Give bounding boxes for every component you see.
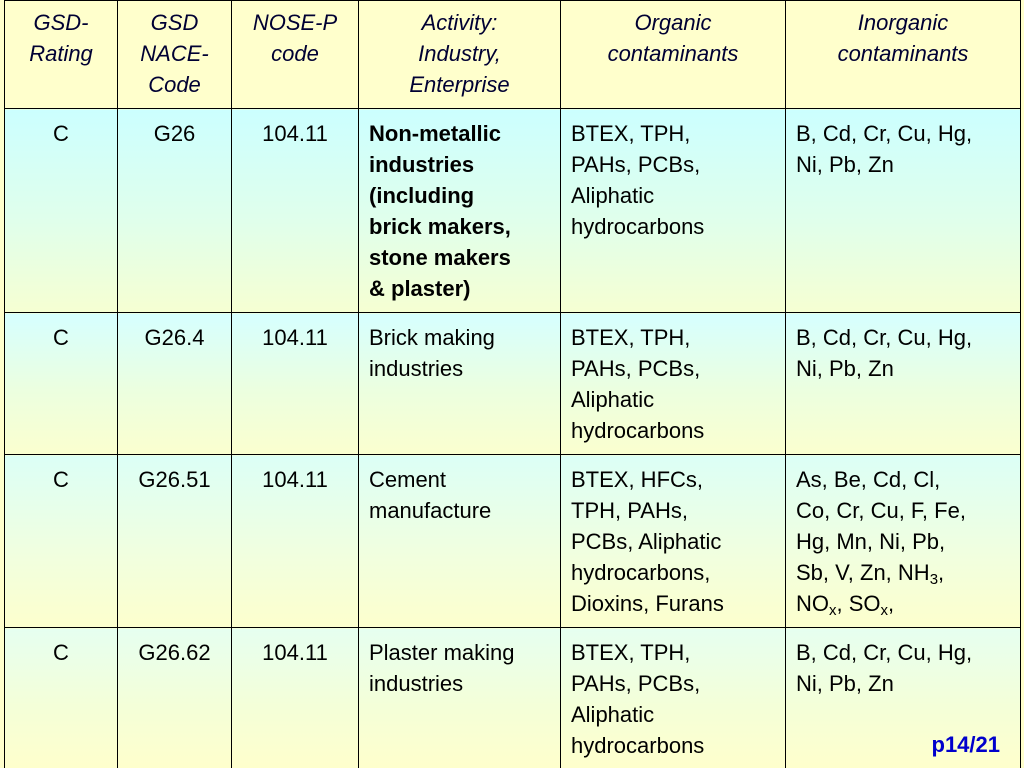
cell-inorganic: B, Cd, Cr, Cu, Hg, Ni, Pb, Zn: [786, 313, 1021, 455]
cell-activity: Cement manufacture: [359, 455, 561, 628]
cell-inorganic: B, Cd, Cr, Cu, Hg, Ni, Pb, Zn: [786, 628, 1021, 768]
contaminants-table: [4, 0, 1021, 768]
cell-activity: Brick making industries: [359, 313, 561, 455]
cell-organic: BTEX, TPH, PAHs, PCBs, Aliphatic hydrocarbons: [561, 313, 786, 455]
cell-nace-code: G26: [118, 109, 232, 313]
cell-activity: Non-metallic industries (including brick makers, stone makers & plaster): [359, 109, 561, 313]
table-row: [5, 109, 1021, 313]
header-gsd-nace-code: GSD NACE- Code: [118, 1, 232, 109]
header-nose-p-code: NOSE-P code: [232, 1, 359, 109]
table-row: [5, 455, 1021, 628]
header-inorganic-contaminants: Inorganic contaminants: [786, 1, 1021, 109]
table-row: [5, 628, 1021, 768]
cell-nose-p-code: 104.11: [232, 628, 359, 768]
cell-nace-code: G26.4: [118, 313, 232, 455]
cell-nose-p-code: 104.11: [232, 109, 359, 313]
cell-activity: Plaster making industries: [359, 628, 561, 768]
cell-nace-code: G26.51: [118, 455, 232, 628]
cell-organic: BTEX, HFCs, TPH, PAHs, PCBs, Aliphatic hydrocarbons, Dioxins, Furans: [561, 455, 786, 628]
cell-inorganic: As, Be, Cd, Cl, Co, Cr, Cu, F, Fe, Hg, Mn, Ni, Pb, Sb, V, Zn, $NH_3$, $NO_x$, $SO_x$,: [786, 455, 1021, 628]
cell-organic: BTEX, TPH, PAHs, PCBs, Aliphatic hydrocarbons: [561, 109, 786, 313]
header-row: [5, 1, 1021, 109]
header-gsd-rating: GSD- Rating: [5, 1, 118, 109]
cell-rating: C: [5, 109, 118, 313]
cell-rating: C: [5, 455, 118, 628]
header-organic-contaminants: Organic contaminants: [561, 1, 786, 109]
cell-inorganic: B, Cd, Cr, Cu, Hg, Ni, Pb, Zn: [786, 109, 1021, 313]
table-row: [5, 313, 1021, 455]
cell-nose-p-code: 104.11: [232, 313, 359, 455]
cell-nace-code: G26.62: [118, 628, 232, 768]
cell-nose-p-code: 104.11: [232, 455, 359, 628]
cell-rating: C: [5, 628, 118, 768]
page-number: p14/21: [931, 732, 1000, 757]
cell-rating: C: [5, 313, 118, 455]
cell-organic: BTEX, TPH, PAHs, PCBs, Aliphatic hydrocarbons: [561, 628, 786, 768]
header-activity: Activity: Industry, Enterprise: [359, 1, 561, 109]
